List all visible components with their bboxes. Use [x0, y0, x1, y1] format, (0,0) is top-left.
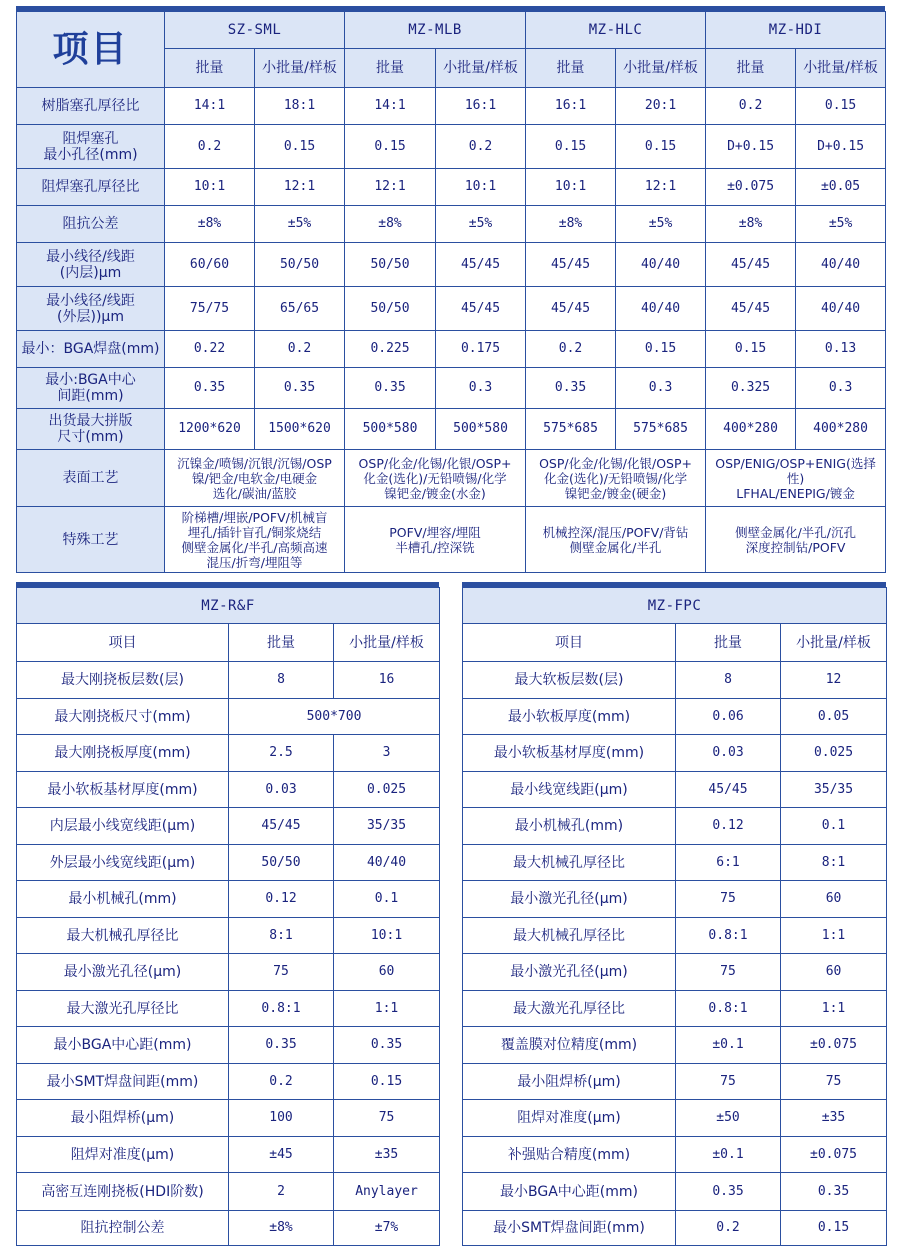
- row-label: 最小BGA中心距(mm): [463, 1173, 676, 1211]
- cell-value: 10:1: [165, 169, 255, 206]
- table-row: [463, 699, 887, 735]
- special-process-row: [17, 507, 886, 573]
- cell-value: 0.12: [676, 808, 781, 845]
- row-label: 最大机械孔厚径比: [463, 845, 676, 881]
- table-row: [463, 918, 887, 954]
- cell-value: 75: [676, 881, 781, 918]
- table-row: [17, 331, 886, 368]
- table-row: [17, 1064, 440, 1100]
- cell-value: 0.1: [781, 808, 887, 845]
- table-row: [17, 662, 440, 699]
- table-row: [463, 1173, 887, 1211]
- cell-value: 1:1: [781, 918, 887, 954]
- cell-value: 40/40: [334, 845, 440, 881]
- surface-process-cell: OSP/化金/化锡/化银/OSP+ 化金(选化)/无铅喷锡/化学 镍钯金/镀金(水金): [345, 450, 526, 507]
- table-row: [17, 368, 886, 409]
- table-row: [463, 772, 887, 808]
- cell-value: 0.8:1: [676, 918, 781, 954]
- cell-value: 0.2: [229, 1064, 334, 1100]
- cell-value: ±8%: [345, 206, 436, 243]
- table-row: [17, 125, 886, 169]
- cell-value: 8: [229, 662, 334, 699]
- cell-value: 50/50: [229, 845, 334, 881]
- cell-value: 0.35: [781, 1173, 887, 1211]
- cell-value: 0.22: [165, 331, 255, 368]
- cell-value: 10:1: [526, 169, 616, 206]
- cell-value: 0.2: [706, 88, 796, 125]
- table-row: [17, 1173, 440, 1211]
- model-header: SZ-SML: [165, 12, 345, 49]
- cell-value: 0.15: [526, 125, 616, 169]
- cell-value: 3: [334, 735, 440, 772]
- row-label: 最小：BGA焊盘(mm): [17, 331, 165, 368]
- table-row: [17, 918, 440, 954]
- row-label: 最小阻焊桥(μm): [17, 1100, 229, 1137]
- surface-process-cell: 沉镍金/喷锡/沉银/沉锡/OSP 镍/钯金/电软金/电硬金 选化/碳油/蓝胶: [165, 450, 345, 507]
- row-label: 阻抗控制公差: [17, 1211, 229, 1246]
- row-label: 阻焊塞孔厚径比: [17, 169, 165, 206]
- table-row: [17, 1211, 440, 1246]
- row-label: 最小机械孔(mm): [463, 808, 676, 845]
- cell-value: 45/45: [526, 243, 616, 287]
- table-row: [463, 1137, 887, 1173]
- cell-value: 0.35: [345, 368, 436, 409]
- row-label: 树脂塞孔厚径比: [17, 88, 165, 125]
- cell-value: 75: [781, 1064, 887, 1100]
- cell-value: 0.8:1: [229, 991, 334, 1027]
- row-label: 出货最大拼版 尺寸(mm): [17, 409, 165, 450]
- process-capability-table: [16, 11, 886, 573]
- cell-value: 0.35: [255, 368, 345, 409]
- cell-value: 0.12: [229, 881, 334, 918]
- cell-value: 8:1: [229, 918, 334, 954]
- cell-value: 0.025: [334, 772, 440, 808]
- cell-value: 0.35: [165, 368, 255, 409]
- cell-value: 0.15: [706, 331, 796, 368]
- cell-value: 400*280: [796, 409, 886, 450]
- cell-value: 10:1: [436, 169, 526, 206]
- table-title: MZ-R&F: [17, 588, 440, 624]
- batch-header: 批量: [165, 49, 255, 88]
- row-label: 最小激光孔径(μm): [463, 954, 676, 991]
- cell-value: 0.03: [229, 772, 334, 808]
- batch-header: 小批量/样板: [616, 49, 706, 88]
- row-label: 补强贴合精度(mm): [463, 1137, 676, 1173]
- cell-value: ±7%: [334, 1211, 440, 1246]
- cell-value: 1500*620: [255, 409, 345, 450]
- cell-value: 0.2: [526, 331, 616, 368]
- cell-value: 0.35: [676, 1173, 781, 1211]
- row-label: 最小阻焊桥(μm): [463, 1064, 676, 1100]
- cell-value: ±35: [781, 1100, 887, 1137]
- cell-value: 40/40: [796, 243, 886, 287]
- row-label: 外层最小线宽线距(μm): [17, 845, 229, 881]
- cell-value: 16:1: [436, 88, 526, 125]
- table-row: [463, 1027, 887, 1064]
- row-label: 最大机械孔厚径比: [463, 918, 676, 954]
- row-label: 最小SMT焊盘间距(mm): [17, 1064, 229, 1100]
- cell-value: 50/50: [255, 243, 345, 287]
- cell-value: 575*685: [616, 409, 706, 450]
- table-row: [17, 243, 886, 287]
- special-process-cell: 阶梯槽/埋嵌/POFV/机械盲 埋孔/插针盲孔/铜浆烧结 侧壁金属化/半孔/高频高速 混压/折弯/埋阻等: [165, 507, 345, 573]
- row-label: 最大软板层数(层): [463, 662, 676, 699]
- cell-value: 12: [781, 662, 887, 699]
- cell-value: 500*700: [229, 699, 440, 735]
- fpc-capability-table: [462, 587, 887, 1246]
- cell-value: 0.225: [345, 331, 436, 368]
- cell-value: 16:1: [526, 88, 616, 125]
- cell-value: 40/40: [796, 287, 886, 331]
- cell-value: 0.8:1: [676, 991, 781, 1027]
- table-row: [463, 881, 887, 918]
- row-label: 最小软板基材厚度(mm): [17, 772, 229, 808]
- cell-value: 12:1: [255, 169, 345, 206]
- cell-value: 45/45: [706, 287, 796, 331]
- cell-value: 0.03: [676, 735, 781, 772]
- cell-value: 12:1: [345, 169, 436, 206]
- cell-value: 0.2: [255, 331, 345, 368]
- row-label: 最小激光孔径(μm): [463, 881, 676, 918]
- row-label: 最小机械孔(mm): [17, 881, 229, 918]
- cell-value: 100: [229, 1100, 334, 1137]
- cell-value: 0.3: [616, 368, 706, 409]
- cell-value: 35/35: [781, 772, 887, 808]
- cell-value: 12:1: [616, 169, 706, 206]
- table-row: [463, 1211, 887, 1246]
- cell-value: 0.2: [165, 125, 255, 169]
- row-label: 最大刚挠板尺寸(mm): [17, 699, 229, 735]
- row-label: 阻焊对准度(μm): [17, 1137, 229, 1173]
- cell-value: 0.15: [616, 125, 706, 169]
- table-row: [463, 735, 887, 772]
- cell-value: 50/50: [345, 243, 436, 287]
- cell-value: 6:1: [676, 845, 781, 881]
- table-row: [463, 991, 887, 1027]
- row-label: 阻焊塞孔 最小孔径(mm): [17, 125, 165, 169]
- row-label: 最小激光孔径(μm): [17, 954, 229, 991]
- table-row: [17, 409, 886, 450]
- model-header: MZ-HDI: [706, 12, 886, 49]
- cell-value: 0.15: [781, 1211, 887, 1246]
- rf-capability-table: [16, 587, 440, 1246]
- cell-value: 1200*620: [165, 409, 255, 450]
- cell-value: D+0.15: [706, 125, 796, 169]
- batch-header: 小批量/样板: [436, 49, 526, 88]
- table-row: [17, 699, 440, 735]
- cell-value: ±45: [229, 1137, 334, 1173]
- cell-value: 8:1: [781, 845, 887, 881]
- row-label: 表面工艺: [17, 450, 165, 507]
- batch-header: 批量: [706, 49, 796, 88]
- table-title: MZ-FPC: [463, 588, 887, 624]
- cell-value: ±0.1: [676, 1137, 781, 1173]
- cell-value: 0.025: [781, 735, 887, 772]
- cell-value: 50/50: [345, 287, 436, 331]
- cell-value: ±5%: [255, 206, 345, 243]
- cell-value: 75: [676, 1064, 781, 1100]
- cell-value: 2.5: [229, 735, 334, 772]
- table-row: [17, 772, 440, 808]
- cell-value: 1:1: [334, 991, 440, 1027]
- column-header: 批量: [229, 624, 334, 662]
- cell-value: 45/45: [436, 243, 526, 287]
- row-label: 最大激光孔厚径比: [463, 991, 676, 1027]
- table-row: [17, 991, 440, 1027]
- cell-value: 8: [676, 662, 781, 699]
- cell-value: 75: [229, 954, 334, 991]
- batch-header: 批量: [526, 49, 616, 88]
- item-header: 项目: [17, 12, 165, 88]
- cell-value: 60: [781, 954, 887, 991]
- cell-value: ±0.075: [781, 1137, 887, 1173]
- row-label: 最小软板基材厚度(mm): [463, 735, 676, 772]
- table-row: [463, 662, 887, 699]
- cell-value: 75: [334, 1100, 440, 1137]
- row-label: 最小:BGA中心 间距(mm): [17, 368, 165, 409]
- cell-value: 40/40: [616, 287, 706, 331]
- cell-value: 0.3: [436, 368, 526, 409]
- row-label: 阻抗公差: [17, 206, 165, 243]
- cell-value: 0.1: [334, 881, 440, 918]
- cell-value: 0.15: [616, 331, 706, 368]
- cell-value: 500*580: [345, 409, 436, 450]
- table-row: [17, 169, 886, 206]
- row-label: 最大刚挠板层数(层): [17, 662, 229, 699]
- row-label: 覆盖膜对位精度(mm): [463, 1027, 676, 1064]
- cell-value: 0.35: [526, 368, 616, 409]
- row-label: 最小BGA中心距(mm): [17, 1027, 229, 1064]
- cell-value: 0.15: [796, 88, 886, 125]
- cell-value: ±50: [676, 1100, 781, 1137]
- cell-value: 0.15: [334, 1064, 440, 1100]
- cell-value: 45/45: [229, 808, 334, 845]
- cell-value: 0.15: [345, 125, 436, 169]
- cell-value: 45/45: [436, 287, 526, 331]
- row-label: 最大机械孔厚径比: [17, 918, 229, 954]
- batch-header: 批量: [345, 49, 436, 88]
- row-label: 最小SMT焊盘间距(mm): [463, 1211, 676, 1246]
- cell-value: 45/45: [706, 243, 796, 287]
- cell-value: ±35: [334, 1137, 440, 1173]
- cell-value: 60/60: [165, 243, 255, 287]
- table-row: [463, 1100, 887, 1137]
- column-header: 小批量/样板: [781, 624, 887, 662]
- table-row: [17, 88, 886, 125]
- row-label: 最小线宽线距(μm): [463, 772, 676, 808]
- column-header: 批量: [676, 624, 781, 662]
- cell-value: ±0.075: [706, 169, 796, 206]
- cell-value: 60: [334, 954, 440, 991]
- table-row: [17, 881, 440, 918]
- table-row: [17, 1100, 440, 1137]
- cell-value: ±5%: [796, 206, 886, 243]
- cell-value: 14:1: [165, 88, 255, 125]
- row-label: 高密互连刚挠板(HDI阶数): [17, 1173, 229, 1211]
- model-header: MZ-MLB: [345, 12, 526, 49]
- table-row: [17, 808, 440, 845]
- cell-value: 0.325: [706, 368, 796, 409]
- row-label: 最小软板厚度(mm): [463, 699, 676, 735]
- cell-value: ±5%: [616, 206, 706, 243]
- cell-value: 0.06: [676, 699, 781, 735]
- cell-value: ±8%: [229, 1211, 334, 1246]
- cell-value: 35/35: [334, 808, 440, 845]
- cell-value: 45/45: [676, 772, 781, 808]
- row-label: 阻焊对准度(μm): [463, 1100, 676, 1137]
- table-row: [17, 954, 440, 991]
- cell-value: ±0.05: [796, 169, 886, 206]
- cell-value: ±8%: [526, 206, 616, 243]
- table-row: [17, 735, 440, 772]
- cell-value: ±5%: [436, 206, 526, 243]
- table-row: [17, 1137, 440, 1173]
- cell-value: ±8%: [165, 206, 255, 243]
- special-process-cell: POFV/埋容/埋阻 半槽孔/控深铣: [345, 507, 526, 573]
- row-label: 特殊工艺: [17, 507, 165, 573]
- column-header: 项目: [17, 624, 229, 662]
- cell-value: 40/40: [616, 243, 706, 287]
- column-header: 项目: [463, 624, 676, 662]
- cell-value: 60: [781, 881, 887, 918]
- special-process-cell: 机械控深/混压/POFV/背钻 侧壁金属化/半孔: [526, 507, 706, 573]
- cell-value: 18:1: [255, 88, 345, 125]
- row-label: 最大激光孔厚径比: [17, 991, 229, 1027]
- cell-value: Anylayer: [334, 1173, 440, 1211]
- cell-value: 0.35: [334, 1027, 440, 1064]
- cell-value: 0.05: [781, 699, 887, 735]
- cell-value: 20:1: [616, 88, 706, 125]
- cell-value: 14:1: [345, 88, 436, 125]
- cell-value: 0.2: [436, 125, 526, 169]
- table-row: [463, 954, 887, 991]
- cell-value: 65/65: [255, 287, 345, 331]
- cell-value: ±8%: [706, 206, 796, 243]
- surface-process-row: [17, 450, 886, 507]
- cell-value: 575*685: [526, 409, 616, 450]
- table-row: [17, 845, 440, 881]
- cell-value: 75/75: [165, 287, 255, 331]
- cell-value: 0.3: [796, 368, 886, 409]
- cell-value: 10:1: [334, 918, 440, 954]
- batch-header: 小批量/样板: [796, 49, 886, 88]
- surface-process-cell: OSP/化金/化锡/化银/OSP+ 化金(选化)/无铅喷锡/化学 镍钯金/镀金(硬金): [526, 450, 706, 507]
- cell-value: 75: [676, 954, 781, 991]
- table-row: [17, 287, 886, 331]
- cell-value: 400*280: [706, 409, 796, 450]
- cell-value: D+0.15: [796, 125, 886, 169]
- cell-value: 500*580: [436, 409, 526, 450]
- row-label: 最大刚挠板厚度(mm): [17, 735, 229, 772]
- surface-process-cell: OSP/ENIG/OSP+ENIG(选择性) LFHAL/ENEPIG/镀金: [706, 450, 886, 507]
- model-header: MZ-HLC: [526, 12, 706, 49]
- cell-value: ±0.075: [781, 1027, 887, 1064]
- batch-header: 小批量/样板: [255, 49, 345, 88]
- cell-value: 2: [229, 1173, 334, 1211]
- cell-value: 0.15: [255, 125, 345, 169]
- cell-value: 0.35: [229, 1027, 334, 1064]
- row-label: 最小线径/线距 (内层)μm: [17, 243, 165, 287]
- special-process-cell: 侧壁金属化/半孔/沉孔 深度控制钻/POFV: [706, 507, 886, 573]
- table-row: [17, 206, 886, 243]
- row-label: 最小线径/线距 (外层))μm: [17, 287, 165, 331]
- cell-value: ±0.1: [676, 1027, 781, 1064]
- cell-value: 1:1: [781, 991, 887, 1027]
- table-row: [463, 808, 887, 845]
- table-row: [17, 1027, 440, 1064]
- cell-value: 45/45: [526, 287, 616, 331]
- table-row: [463, 1064, 887, 1100]
- cell-value: 0.2: [676, 1211, 781, 1246]
- cell-value: 0.13: [796, 331, 886, 368]
- cell-value: 16: [334, 662, 440, 699]
- column-header: 小批量/样板: [334, 624, 440, 662]
- table-row: [463, 845, 887, 881]
- cell-value: 0.175: [436, 331, 526, 368]
- row-label: 内层最小线宽线距(μm): [17, 808, 229, 845]
